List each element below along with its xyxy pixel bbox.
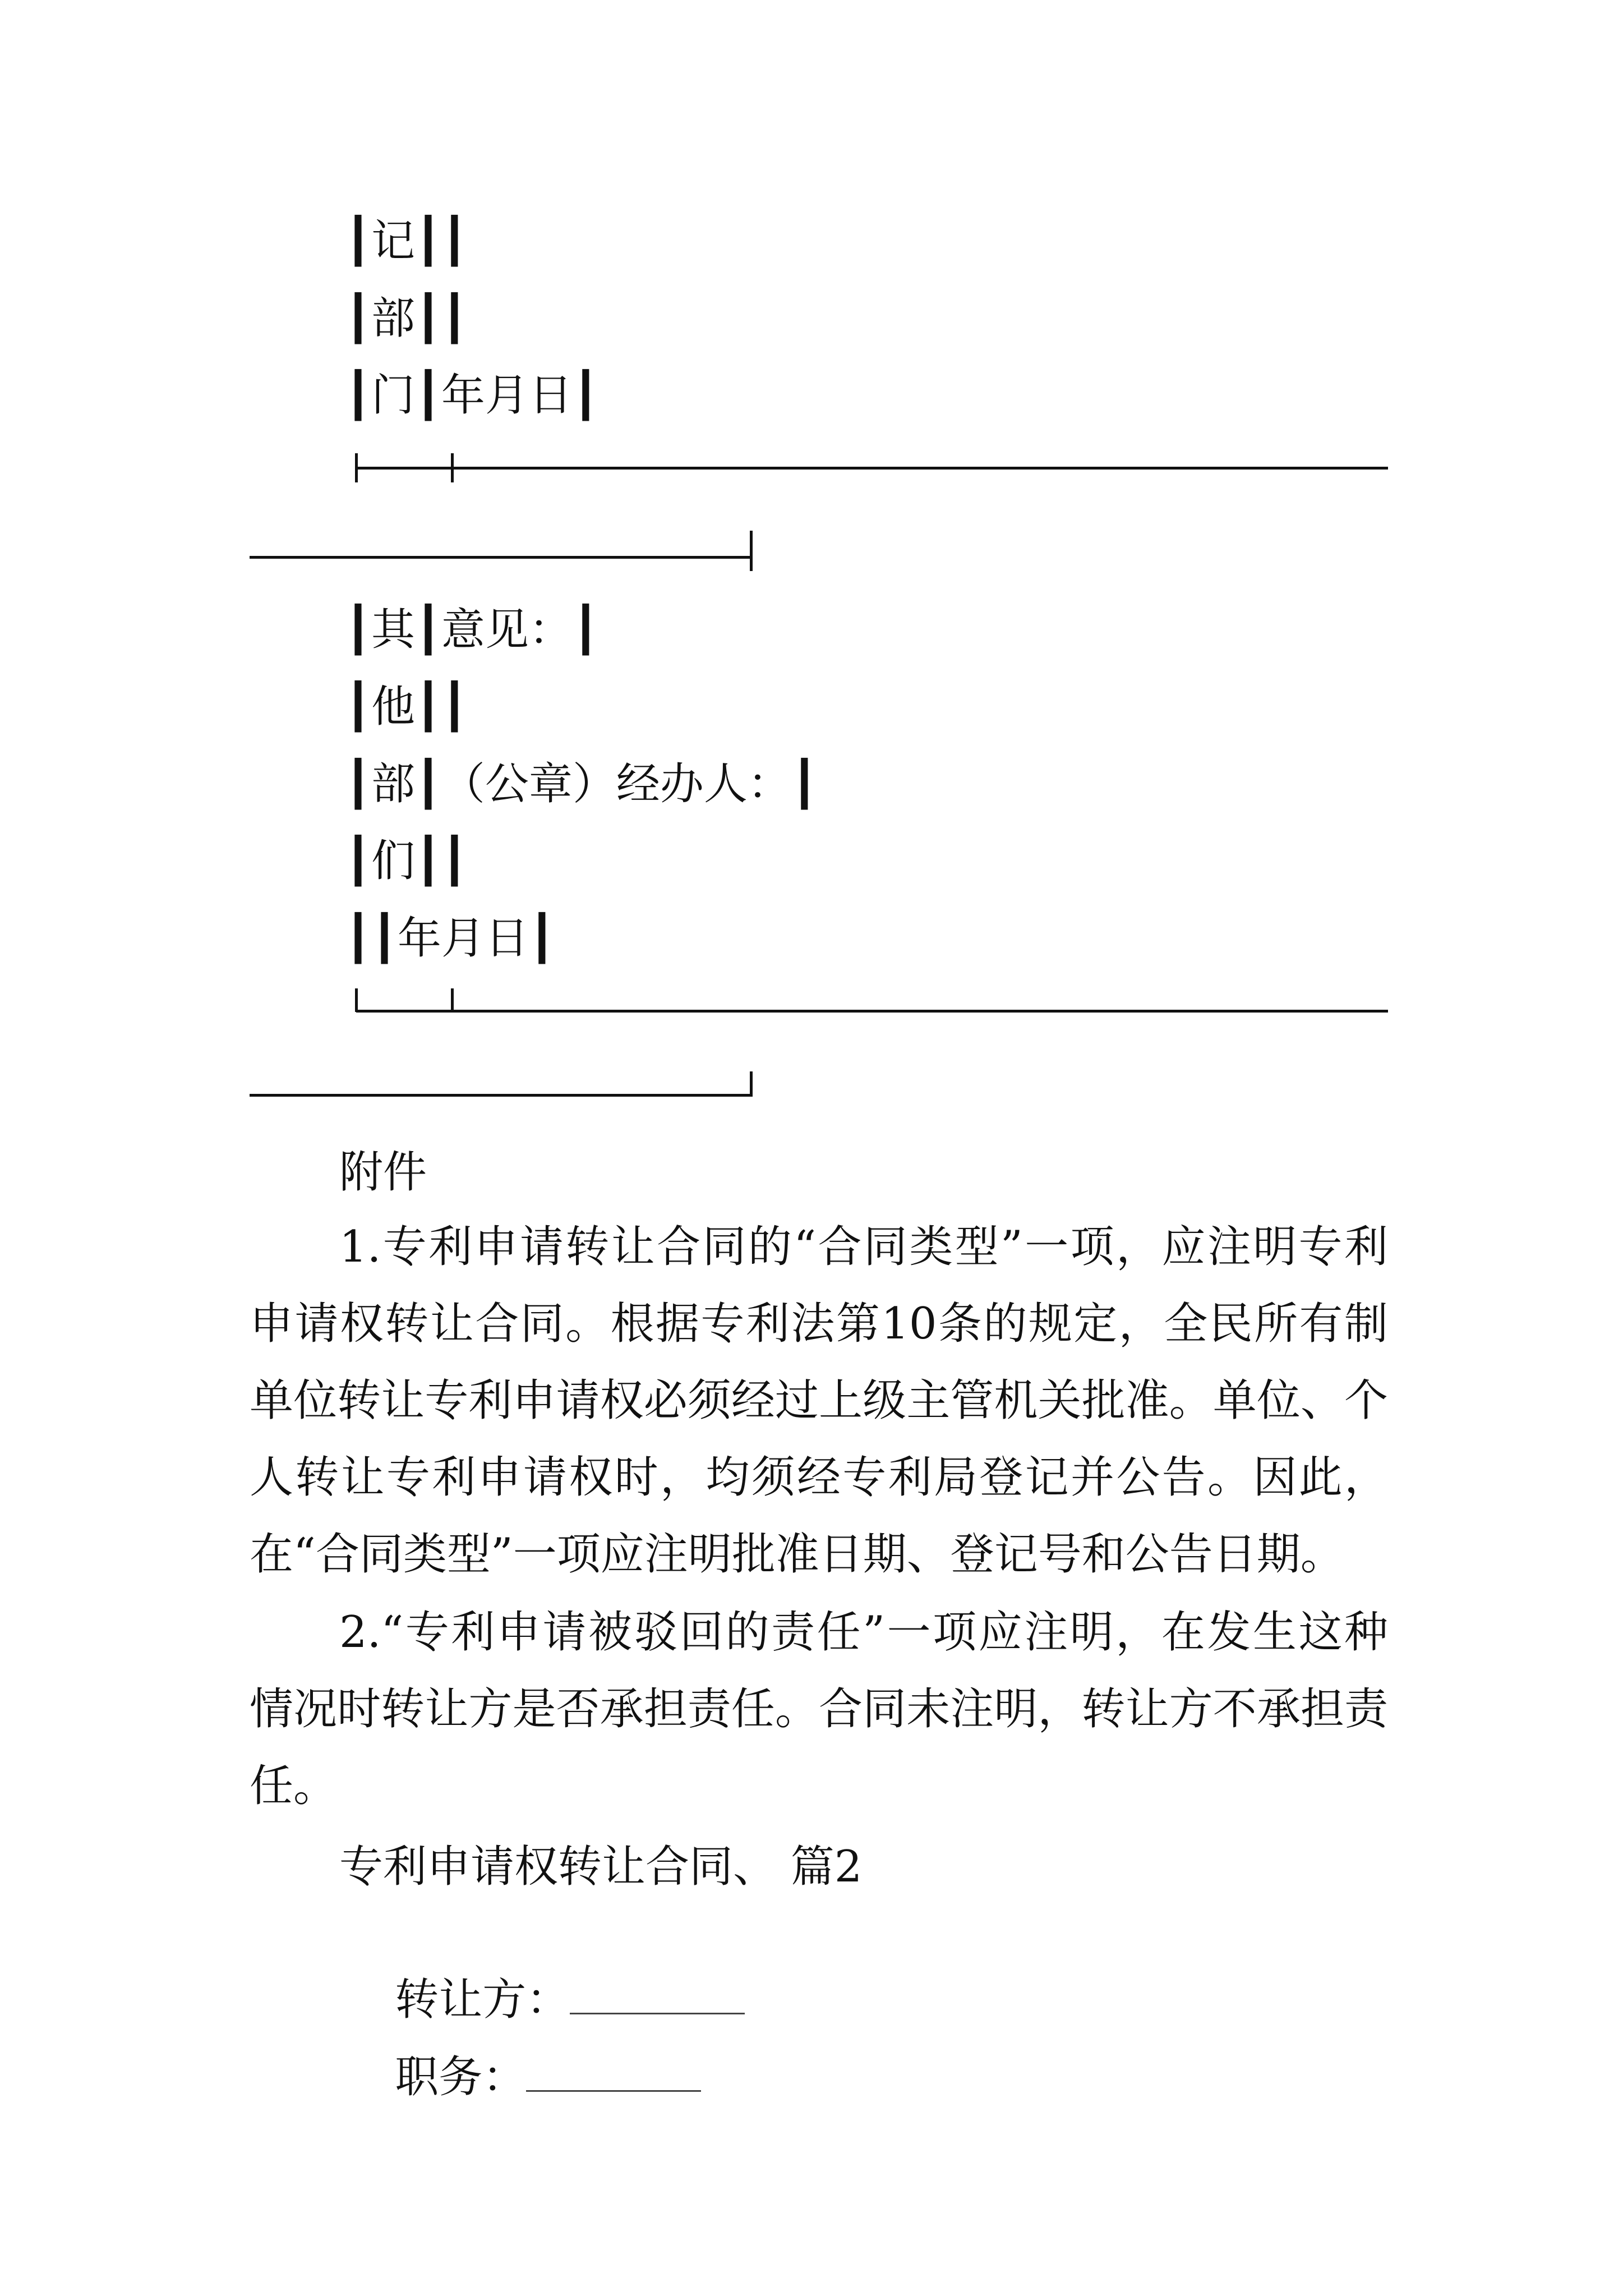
table-divider-vertical-end: [750, 531, 753, 571]
table-bottom-line-wrap: [250, 1094, 751, 1097]
table-row-ta: ┃他┃┃: [345, 682, 468, 732]
table-bottom-tee: [451, 988, 454, 1012]
table-bottom-left-corner: [355, 988, 358, 1012]
table-divider-line: [356, 467, 1388, 470]
table-row-bu2: ┃部┃（公章）经办人：┃: [345, 759, 818, 809]
table-row-ji: ┃记┃┃: [345, 216, 468, 266]
attachment-note-2: 2.“专利申请被驳回的责任”一项应注明，在发生这种情况时转让方是否承担责任。合同未注明，转让方不承担责任。: [250, 1607, 1388, 1811]
table-bottom-line: [356, 1010, 1388, 1013]
attachment-note-1: 1.专利申请转让合同的“合同类型”一项，应注明专利申请权转让合同。根据专利法第10条的规定，全民所有制单位转让专利申请权必须经过上级主管机关批准。单位、个人转让专利申请权时，均须经专利局登记并公告。因此，在“合同类型”一项应注明批准日期、登记号和公告日期。: [250, 1222, 1388, 1580]
position-row: [339, 1993, 701, 2161]
table-divider-line-wrap: [250, 556, 751, 559]
table-row-men2: ┃们┃┃: [345, 836, 468, 886]
table-row-bu: ┃部┃┃: [345, 293, 468, 344]
contract-2-title: 专利申请权转让合同、 篇2: [339, 1842, 863, 1892]
table-row-date: ┃┃年月日┃: [345, 913, 555, 964]
position-blank[interactable]: [526, 2051, 701, 2092]
transferor-label: 转让方：: [395, 1975, 570, 2025]
table-bottom-right-corner: [750, 1071, 753, 1097]
attachment-heading: 附件: [339, 1147, 427, 1198]
table-row-men: ┃门┃年月日┃: [345, 370, 599, 421]
table-row-qi: ┃其┃意见：┃: [345, 605, 599, 655]
position-label: 职务：: [395, 2052, 527, 2102]
